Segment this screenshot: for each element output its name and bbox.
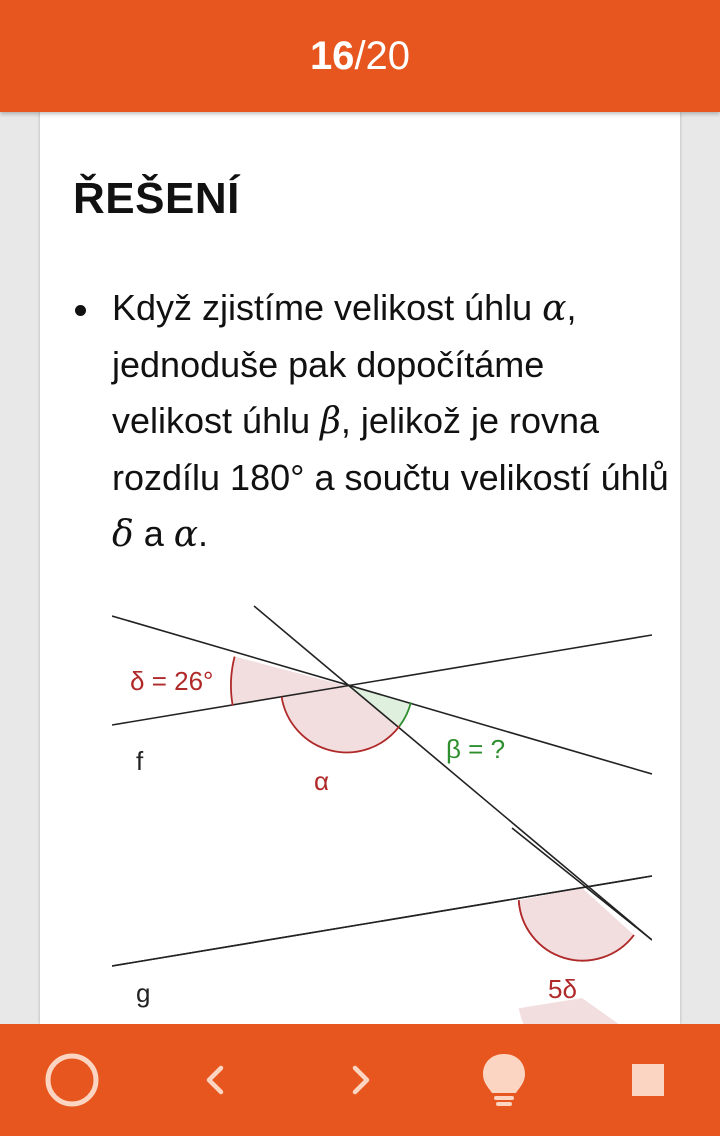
stop-button[interactable]	[608, 1040, 688, 1120]
five-delta-label: 5δ	[548, 974, 577, 1004]
total-pages: /20	[354, 33, 411, 78]
angle-diagram	[112, 600, 652, 1024]
bottom-toolbar	[0, 1024, 720, 1136]
square-icon	[630, 1062, 666, 1098]
alpha-label: α	[314, 766, 330, 796]
text-part: , jednoduše pak dopočítáme velikost úhlu	[112, 287, 577, 441]
hint-button[interactable]	[464, 1040, 544, 1120]
text-part: , jelikož je rovna rozdílu 180° a součtu velikostí úhlů	[112, 400, 669, 498]
text-part: .	[198, 513, 209, 554]
solution-text	[112, 280, 672, 563]
math-alpha: α	[173, 514, 199, 555]
page-counter	[0, 0, 720, 112]
math-beta: β	[320, 401, 341, 442]
five-delta-angle-fill	[519, 888, 634, 961]
math-delta: δ	[112, 514, 134, 555]
lightbulb-icon	[479, 1050, 529, 1110]
solution-heading: ŘEŠENÍ	[73, 174, 240, 223]
text-part: Když zjistíme velikost úhlu	[112, 287, 543, 328]
delta-label: δ = 26°	[130, 666, 214, 696]
math-alpha: α	[542, 288, 567, 329]
previous-button[interactable]	[176, 1040, 256, 1120]
chevron-left-icon	[196, 1060, 236, 1100]
text-part: a	[133, 513, 174, 554]
beta-label: β = ?	[446, 734, 506, 764]
line-g-label: g	[136, 978, 151, 1008]
next-button[interactable]	[320, 1040, 400, 1120]
solution-card	[40, 112, 680, 1024]
current-page: 16	[309, 33, 355, 78]
chevron-right-icon	[340, 1060, 380, 1100]
circle-button[interactable]	[32, 1040, 112, 1120]
bullet-icon	[75, 305, 86, 316]
line-f-label: f	[136, 746, 144, 776]
circle-icon	[44, 1052, 100, 1108]
